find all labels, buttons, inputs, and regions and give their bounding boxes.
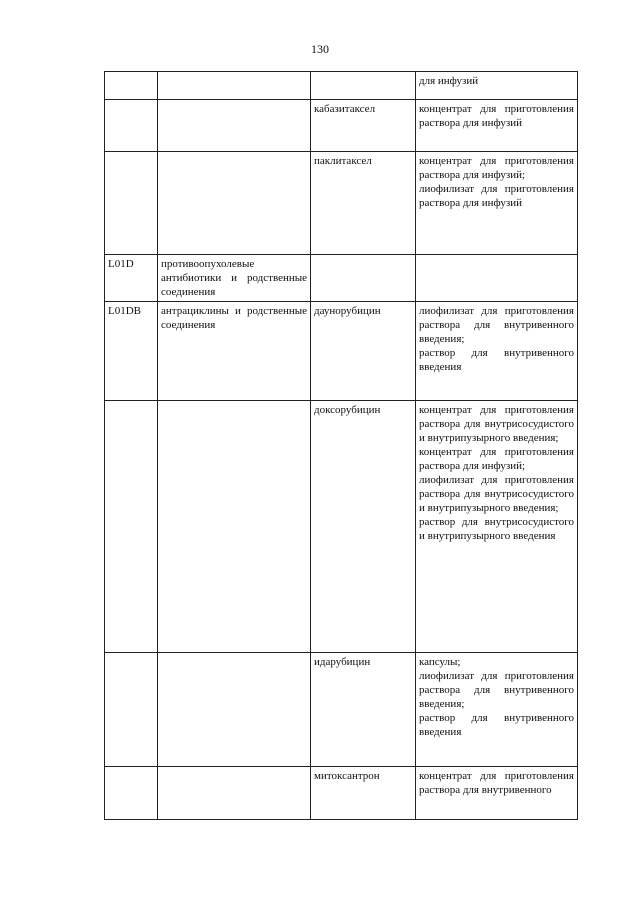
dosage-form: раствор для внутривенного введения xyxy=(419,347,574,373)
dosage-form: лиофилизат для приготовления раствора для внутрисосудистого и внутрипузырного введения; xyxy=(419,474,574,514)
dosage-forms-cell xyxy=(416,255,578,302)
drug-name-cell xyxy=(311,72,416,100)
atc-code-cell: L01DB xyxy=(105,302,158,401)
table-row xyxy=(105,302,578,401)
drug-name-cell: паклитаксел xyxy=(311,152,416,255)
dosage-forms-cell xyxy=(416,302,578,401)
dosage-forms-cell xyxy=(416,767,578,820)
drug-name-cell: идарубицин xyxy=(311,653,416,767)
atc-code-cell xyxy=(105,152,158,255)
dosage-forms-cell xyxy=(416,653,578,767)
drug-name-cell xyxy=(311,255,416,302)
dosage-form: лиофилизат для приготовления раствора для внутривенного введения; xyxy=(419,305,574,345)
dosage-form: концентрат для приготовления раствора для инфузий; xyxy=(419,446,574,472)
atc-code-cell: L01D xyxy=(105,255,158,302)
atc-code-cell xyxy=(105,100,158,152)
group-cell xyxy=(158,72,311,100)
group-cell xyxy=(158,767,311,820)
table-row xyxy=(105,653,578,767)
page-number: 130 xyxy=(311,42,329,56)
drug-name-cell: кабазитаксел xyxy=(311,100,416,152)
table-row xyxy=(105,255,578,302)
atc-code-cell xyxy=(105,72,158,100)
drug-table xyxy=(104,71,578,820)
dosage-forms-cell xyxy=(416,100,578,152)
dosage-form: концентрат для приготовления раствора для инфузий; xyxy=(419,155,574,181)
table-row xyxy=(105,72,578,100)
group-cell xyxy=(158,100,311,152)
dosage-form: лиофилизат для приготовления раствора для инфузий xyxy=(419,183,574,209)
dosage-form: концентрат для приготовления раствора для внутрисосудистого и внутрипузырного введения; xyxy=(419,404,574,444)
table-row xyxy=(105,152,578,255)
dosage-form: лиофилизат для приготовления раствора для внутривенного введения; xyxy=(419,670,574,710)
atc-code-cell xyxy=(105,401,158,653)
atc-code-cell xyxy=(105,767,158,820)
atc-code-cell xyxy=(105,653,158,767)
table-row xyxy=(105,401,578,653)
group-cell: противоопухолевые антибиотики и родственные соединения xyxy=(158,255,311,302)
dosage-forms-cell xyxy=(416,72,578,100)
table-body xyxy=(105,72,578,820)
dosage-form: концентрат для приготовления раствора для инфузий xyxy=(419,103,574,129)
dosage-forms-cell xyxy=(416,401,578,653)
group-cell xyxy=(158,401,311,653)
dosage-form: концентрат для приготовления раствора для внутривенного xyxy=(419,770,574,796)
group-cell: антрациклины и родственные соединения xyxy=(158,302,311,401)
drug-name-cell: даунорубицин xyxy=(311,302,416,401)
group-cell xyxy=(158,152,311,255)
table-row xyxy=(105,767,578,820)
drug-name-cell: митоксантрон xyxy=(311,767,416,820)
dosage-form: раствор для внутривенного введения xyxy=(419,712,574,738)
dosage-form: раствор для внутрисосудистого и внутрипузырного введения xyxy=(419,516,574,542)
dosage-forms-cell xyxy=(416,152,578,255)
dosage-form: капсулы; xyxy=(419,656,461,668)
drug-name-cell: доксорубицин xyxy=(311,401,416,653)
dosage-form: для инфузий xyxy=(419,75,479,87)
group-cell xyxy=(158,653,311,767)
table-row xyxy=(105,100,578,152)
